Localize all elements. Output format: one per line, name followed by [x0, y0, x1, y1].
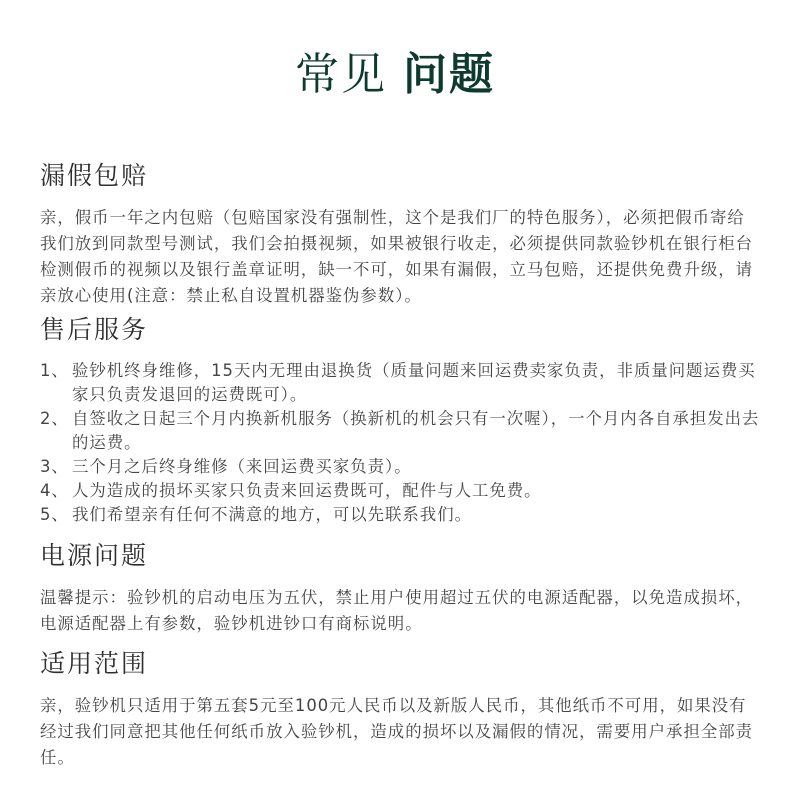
section-paragraph: 亲，假币一年之内包赔（包赔国家没有强制性，这个是我们厂的特色服务），必须把假币寄给我们放到同款型号测试，我们会拍摄视频，如果被银行收走，必须提供同款验钞机在银行柜台检测假币的视频以及银行盖章证明，缺一不可，如果有漏假，立马包赔，还提供免费升级，请亲放心使用(注意：禁止私自设置机器鉴伪参数）。: [40, 208, 754, 305]
list-item-text: 人为造成的损坏买家只负责来回运费既可，配件与人工免费。: [72, 481, 542, 500]
section-heading: 售后服务: [40, 315, 149, 344]
list-item-text: 三个月之后终身维修（来回运费买家负责）。: [72, 457, 412, 476]
section-heading: 电源问题: [40, 541, 149, 570]
list-item-text: 验钞机终身维修，15天内无理由退换货（质量问题来回运费卖家负责，非质量问题运费买家只负责发退回的运费既可）。: [72, 361, 756, 404]
list-item: [40, 359, 760, 407]
section-fake-compensation: [40, 156, 760, 309]
list-item-number: 1、: [40, 361, 69, 380]
page-title-light: 常见: [295, 49, 387, 100]
after-sales-list: [40, 359, 760, 527]
section-after-sales: [40, 310, 760, 527]
list-item: [40, 455, 760, 479]
list-item-number: 2、: [40, 409, 69, 428]
list-item-text: 我们希望亲有任何不满意的地方，可以先联系我们。: [72, 505, 472, 524]
section-paragraph: 温馨提示：验钞机的启动电压为五伏，禁止用户使用超过五伏的电源适配器，以免造成损坏，电源适配器上有参数，验钞机进钞口有商标说明。: [40, 588, 754, 633]
section-paragraph: 亲，验钞机只适用于第五套5元至100元人民币以及新版人民币，其他纸币不可用，如果没有经过我们同意把其他任何纸币放入验钞机，造成的损坏以及漏假的情况，需要用户承担全部责任。: [40, 696, 754, 767]
list-item: [40, 407, 760, 455]
list-item: [40, 503, 760, 527]
section-heading: 适用范围: [40, 649, 149, 678]
list-item-text: 自签收之日起三个月内换新机服务（换新机的机会只有一次喔），一个月内各自承担发出去的运费。: [72, 409, 760, 452]
page-title-bold: 问题: [403, 49, 495, 100]
section-heading: 漏假包赔: [40, 161, 149, 190]
list-item-number: 3、: [40, 457, 69, 476]
section-scope: [40, 644, 760, 771]
list-item-number: 5、: [40, 505, 69, 524]
list-item: [40, 479, 760, 503]
page-title: [0, 38, 790, 102]
list-item-number: 4、: [40, 481, 69, 500]
section-power: [40, 536, 760, 637]
